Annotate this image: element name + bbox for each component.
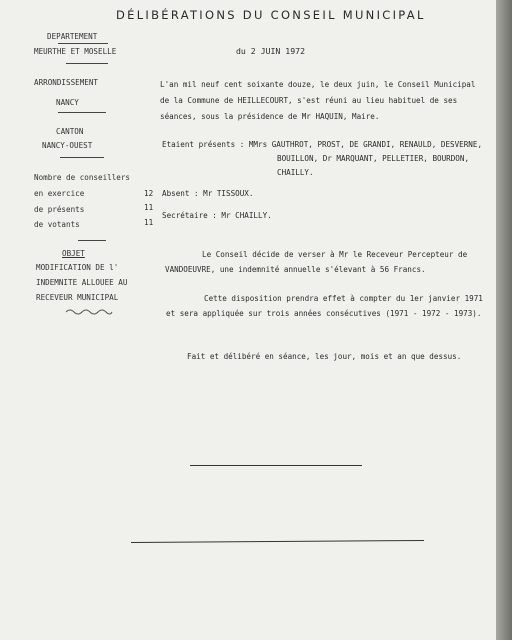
object-line: RECEVEUR MUNICIPAL — [36, 293, 119, 302]
divider — [58, 43, 108, 44]
present-line: Etaient présents : MMrs GAUTHROT, PROST, DE GRANDI, RENAULD, DESVERNE, — [162, 140, 483, 149]
department-label: DEPARTEMENT — [47, 32, 98, 41]
intro-line: de la Commune de HEILLECOURT, s'est réuni au lieu habituel de ses — [160, 96, 458, 105]
object-title: OBJET — [62, 249, 85, 258]
register-title: DÉLIBÉRATIONS DU CONSEIL MUNICIPAL — [116, 8, 426, 22]
decision-line: Le Conseil décide de verser à Mr le Receveur Percepteur de — [202, 250, 468, 259]
count-votants-label: de votants — [34, 220, 80, 229]
effect-line: Cette disposition prendra effet à compter du 1er janvier 1971 — [204, 294, 483, 303]
canton-label: CANTON — [56, 127, 84, 136]
present-line: BOUILLON, Dr MARQUANT, PELLETIER, BOURDON, — [277, 154, 470, 163]
intro-line: L'an mil neuf cent soixante douze, le deux juin, le Conseil Municipal — [160, 80, 476, 89]
meeting-date: du 2 JUIN 1972 — [236, 46, 306, 56]
count-presents-value: 11 — [144, 203, 154, 212]
divider — [58, 112, 106, 113]
absent-line: Absent : Mr TISSOUX. — [162, 189, 254, 198]
arrondissement-label: ARRONDISSEMENT — [34, 78, 99, 87]
effect-line: et sera appliquée sur trois années consécutives (1971 - 1972 - 1973). — [166, 309, 482, 318]
object-line: INDEMNITE ALLOUEE AU — [36, 278, 128, 287]
ornament-divider — [64, 308, 114, 316]
divider — [60, 157, 104, 158]
signature-line — [131, 540, 424, 543]
secretary-line: Secrétaire : Mr CHAILLY. — [162, 211, 272, 220]
count-exercice-label: en exercice — [34, 189, 85, 198]
canton-name: NANCY-OUEST — [42, 141, 93, 150]
present-line: CHAILLY. — [277, 168, 314, 177]
object-line: MODIFICATION DE l' — [36, 263, 119, 272]
count-exercice-value: 12 — [144, 189, 154, 198]
page-edge-shadow — [496, 0, 512, 640]
divider — [66, 63, 108, 64]
counts-intro: Nombre de conseillers — [34, 173, 131, 182]
decision-line: VANDOEUVRE, une indemnité annuelle s'élevant à 56 Francs. — [165, 265, 426, 274]
count-votants-value: 11 — [144, 218, 154, 227]
intro-line: séances, sous la présidence de Mr HAQUIN, Maire. — [160, 112, 380, 121]
closing-line: Fait et délibéré en séance, les jour, mois et an que dessus. — [187, 352, 462, 361]
divider — [78, 240, 106, 241]
signature-line — [190, 465, 362, 466]
arrondissement-name: NANCY — [56, 98, 79, 107]
count-presents-label: de présents — [34, 205, 85, 214]
department-name: MEURTHE ET MOSELLE — [34, 47, 117, 56]
